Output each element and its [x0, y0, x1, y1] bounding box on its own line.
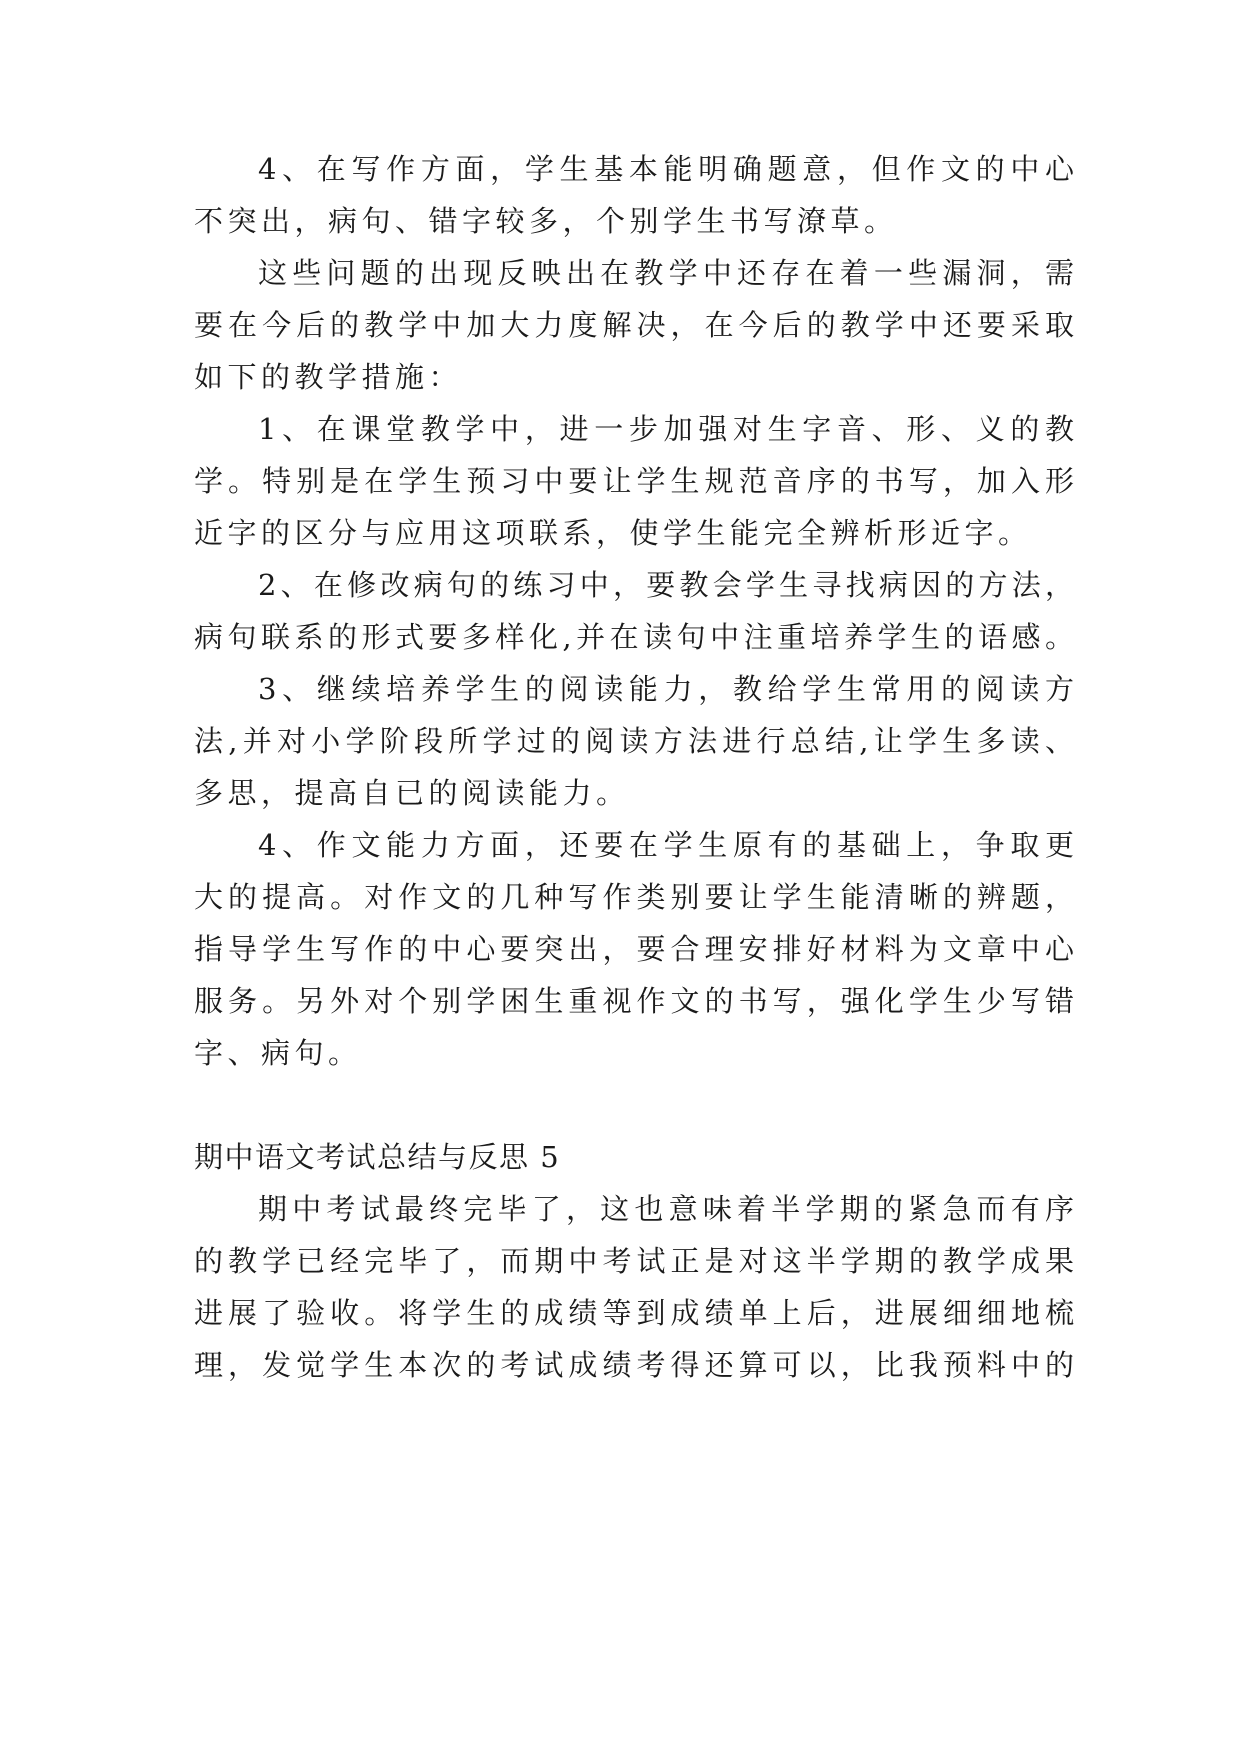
paragraph-line: 要在今后的教学中加大力度解决，在今后的教学中还要采取 [194, 308, 1074, 342]
paragraph-line: 这些问题的出现反映出在教学中还存在着一些漏洞，需 [258, 256, 1074, 290]
paragraph-line: 的教学已经完毕了，而期中考试正是对这半学期的教学成果 [194, 1244, 1074, 1278]
paragraph-line: 服务。另外对个别学困生重视作文的书写，强化学生少写错 [194, 984, 1074, 1018]
paragraph-line: 多思，提高自已的阅读能力。 [194, 776, 630, 810]
paragraph-line: 2、在修改病句的练习中，要教会学生寻找病因的方法， [258, 568, 1074, 602]
paragraph-line: 期中考试最终完毕了，这也意味着半学期的紧急而有序 [258, 1192, 1074, 1226]
paragraph-line: 3、继续培养学生的阅读能力，教给学生常用的阅读方 [258, 672, 1074, 706]
paragraph-line: 字、病句。 [194, 1036, 362, 1070]
section-title: 期中语文考试总结与反思 5 [194, 1140, 561, 1174]
paragraph-line: 进展了验收。将学生的成绩等到成绩单上后，进展细细地梳 [194, 1296, 1074, 1330]
paragraph-line: 不突出，病句、错字较多，个别学生书写潦草。 [194, 204, 898, 238]
paragraph-line: 4、作文能力方面，还要在学生原有的基础上，争取更 [258, 828, 1074, 862]
paragraph-line: 4、在写作方面，学生基本能明确题意，但作文的中心 [258, 152, 1074, 186]
paragraph-line: 如下的教学措施： [194, 360, 463, 394]
paragraph-line: 病句联系的形式要多样化,并在读句中注重培养学生的语感。 [194, 620, 1074, 654]
paragraph-line: 近字的区分与应用这项联系，使学生能完全辨析形近字。 [194, 516, 1032, 550]
paragraph-line: 法,并对小学阶段所学过的阅读方法进行总结,让学生多读、 [194, 724, 1074, 758]
paragraph-line: 学。特别是在学生预习中要让学生规范音序的书写，加入形 [194, 464, 1074, 498]
paragraph-line: 理，发觉学生本次的考试成绩考得还算可以，比我预料中的 [194, 1348, 1074, 1382]
paragraph-line: 大的提高。对作文的几种写作类别要让学生能清晰的辨题， [194, 880, 1074, 914]
paragraph-line: 1、在课堂教学中，进一步加强对生字音、形、义的教 [258, 412, 1074, 446]
paragraph-line: 指导学生写作的中心要突出，要合理安排好材料为文章中心 [194, 932, 1074, 966]
